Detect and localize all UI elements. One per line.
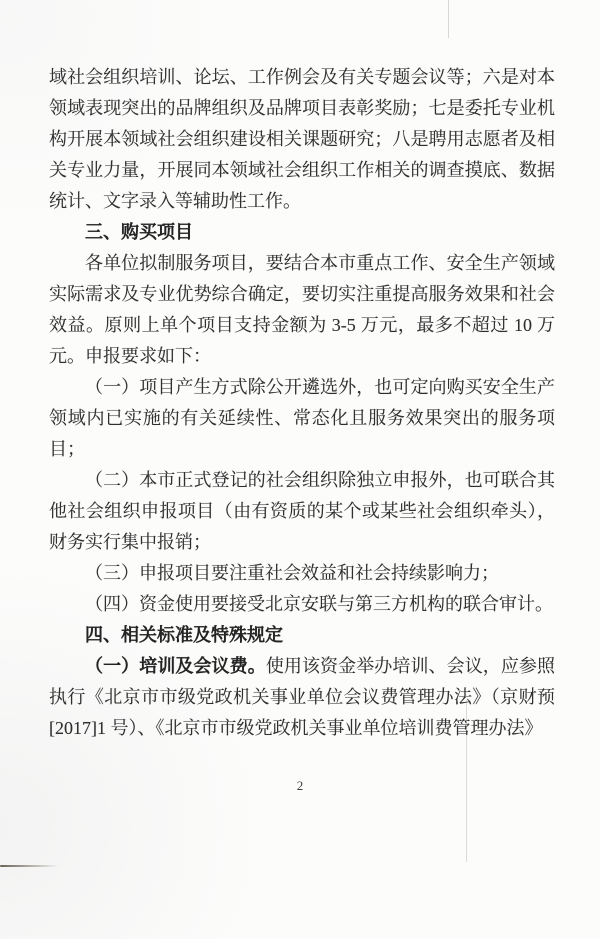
text-run: （三）申报项目要注重社会效益和社会持续影响力； xyxy=(85,563,499,583)
scan-smudge-line xyxy=(0,865,58,867)
application-item-1 xyxy=(49,372,555,465)
text-run: （一）项目产生方式除公开遴选外，也可定向购买安全生产领域内已实施的有关延续性、常态化且服务效果突出的服务项目； xyxy=(49,377,555,459)
section-4-item-1 xyxy=(49,651,555,744)
emphasis-text-run: （一）培训及会议费。 xyxy=(85,656,266,676)
scan-crease-top-right xyxy=(448,0,449,38)
text-run: 各单位拟制服务项目，要结合本市重点工作、安全生产领域实际需求及专业优势综合确定，要切实注重提高服务效果和社会效益。原则上单个项目支持金额为 3-5 万元，最多不超过 10 万元。申报要求如下： xyxy=(49,253,555,366)
section-3-heading xyxy=(49,217,555,248)
page-footer xyxy=(0,777,600,795)
section-4-heading xyxy=(49,620,555,651)
document-body xyxy=(49,62,555,744)
text-run: 域社会组织培训、论坛、工作例会及有关专题会议等；六是对本领域表现突出的品牌组织及品牌项目表彰奖励；七是委托专业机构开展本领域社会组织建设相关课题研究；八是聘用志愿者及相关专业力量，开展同本领域社会组织工作相关的调查摸底、数据统计、文字录入等辅助性工作。 xyxy=(49,67,555,211)
application-item-2 xyxy=(49,465,555,558)
emphasis-text-run: 四、相关标准及特殊规定 xyxy=(85,625,283,645)
page-number: 2 xyxy=(296,778,304,793)
text-run: （四）资金使用要接受北京安联与第三方机构的联合审计。 xyxy=(85,594,553,614)
text-run: 使用该资金举办培训、会议，应参照执行《北京市市级党政机关事业单位会议费管理办法》（京财预[2017]1 号）、《北京市市级党政机关事业单位培训费管理办法》 xyxy=(49,656,556,738)
emphasis-text-run: 三、购买项目 xyxy=(85,222,193,242)
application-item-3 xyxy=(49,558,555,589)
text-run: （二）本市正式登记的社会组织除独立申报外，也可联合其他社会组织申报项目（由有资质的某个或某些社会组织牵头），财务实行集中报销； xyxy=(49,470,555,552)
application-item-4 xyxy=(49,589,555,620)
body-continuation xyxy=(49,62,555,217)
section-3-intro xyxy=(49,248,555,372)
